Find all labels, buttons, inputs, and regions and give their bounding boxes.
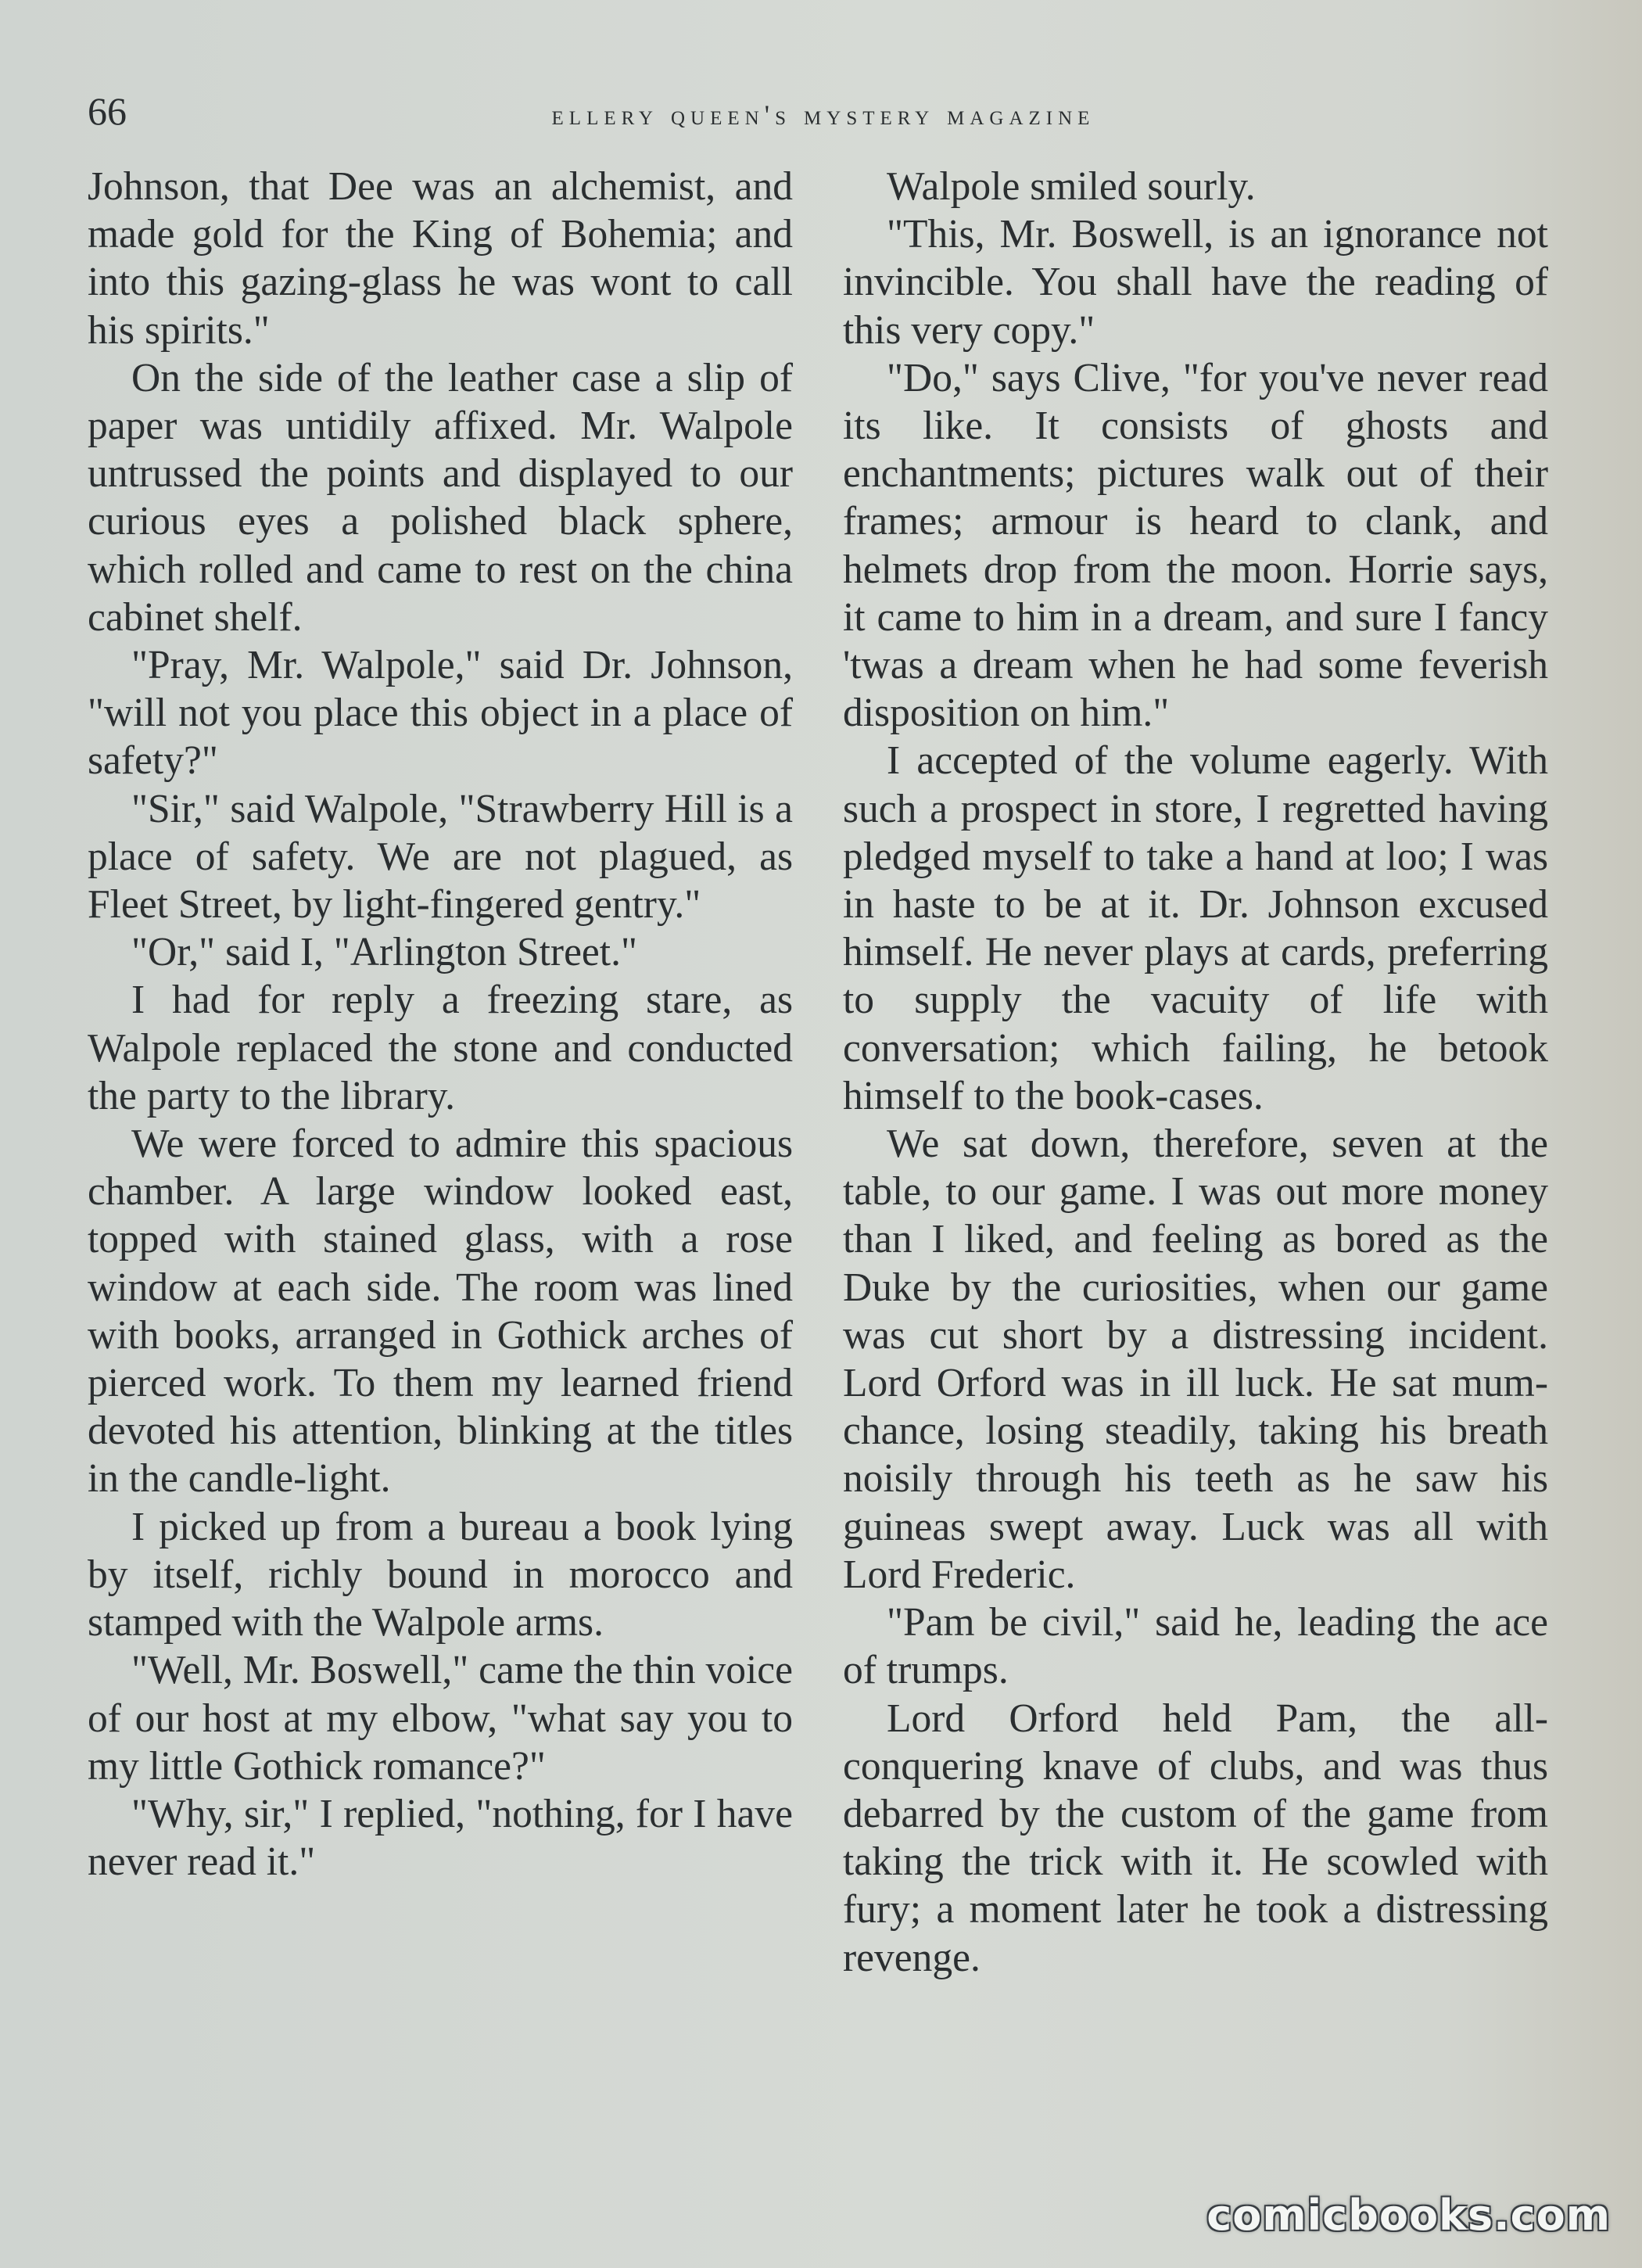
paragraph: "Why, sir," I replied, "nothing, for I have never read it." xyxy=(88,1791,793,1885)
paragraph: Walpole smiled sourly. xyxy=(887,164,1256,209)
paragraph: I accepted of the volume eagerly. With such a prospect in store, I regretted having pledged myself to take a hand at loo; I was in haste to be at it. Dr. Johnson excused himself. He never plays at cards, preferring to supply the vacuity of life with conversation; which failing, he betook himself to the book-cases. xyxy=(843,738,1548,1118)
paragraph: "Or," said I, "Arlington Street." xyxy=(131,930,637,975)
right-column xyxy=(843,163,1548,1982)
paragraph: Lord Orford held Pam, the all-conquering knave of clubs, and was thus debarred by the custom of the game from taking the trick with it. He scowled with fury; a moment later he took a distressing revenge. xyxy=(843,1696,1548,1980)
paragraph: "Pray, Mr. Walpole," said Dr. Johnson, "will not you place this object in a place of safety?" xyxy=(88,643,793,784)
watermark-text: comicbooks.com xyxy=(1206,2191,1611,2240)
paragraph: "Do," says Clive, "for you've never read its like. It consists of ghosts and enchantments; pictures walk out of their frames; armour is heard to clank, and helmets drop from the moon. Horrie says, it came to him in a dream, and sure I fancy 'twas a dream when he had some feverish disposition on him." xyxy=(843,355,1548,736)
paragraph: "Pam be civil," said he, leading the ace of trumps. xyxy=(843,1600,1548,1693)
paragraph: We sat down, therefore, seven at the table, to our game. I was out more money than I liked, and feeling as bored as the Duke by the curiosities, when our game was cut short by a distressing incident. Lord Orford was in ill luck. He sat mum-chance, losing steadily, taking his breath noisily through his teeth as he saw his guineas swept away. Luck was all with Lord Frederic. xyxy=(843,1121,1548,1597)
paragraph: I had for reply a freezing stare, as Walpole replaced the stone and conducted the party to the library. xyxy=(88,978,793,1118)
paragraph: "Sir," said Walpole, "Strawberry Hill is a place of safety. We are not plagued, as Fleet Street, by light-fingered gentry." xyxy=(88,786,793,928)
page-number: 66 xyxy=(88,89,127,133)
paragraph: "Well, Mr. Boswell," came the thin voice of our host at my elbow, "what say you to my little Gothick romance?" xyxy=(88,1648,793,1789)
paragraph: On the side of the leather case a slip of paper was untidily affixed. Mr. Walpole untrussed the points and displayed to our curious eyes a polished black sphere, which rolled and came to rest on the china cabinet shelf. xyxy=(88,355,793,640)
left-column xyxy=(88,163,793,1886)
paragraph: Johnson, that Dee was an alchemist, and made gold for the King of Bohemia; and into this gazing-glass he was wont to call his spirits." xyxy=(88,164,793,353)
paragraph: We were forced to admire this spacious chamber. A large window looked east, topped with stained glass, with a rose window at each side. The room was lined with books, arranged in Gothick arches of pierced work. To them my learned friend devoted his attention, blinking at the titles in the candle-light. xyxy=(88,1121,793,1502)
running-head: ellery queen's mystery magazine xyxy=(551,99,1095,131)
paragraph: "This, Mr. Boswell, is an ignorance not invincible. You shall have the reading of this very copy." xyxy=(843,212,1548,353)
paragraph: I picked up from a bureau a book lying by itself, richly bound in morocco and stamped with the Walpole arms. xyxy=(88,1504,793,1645)
